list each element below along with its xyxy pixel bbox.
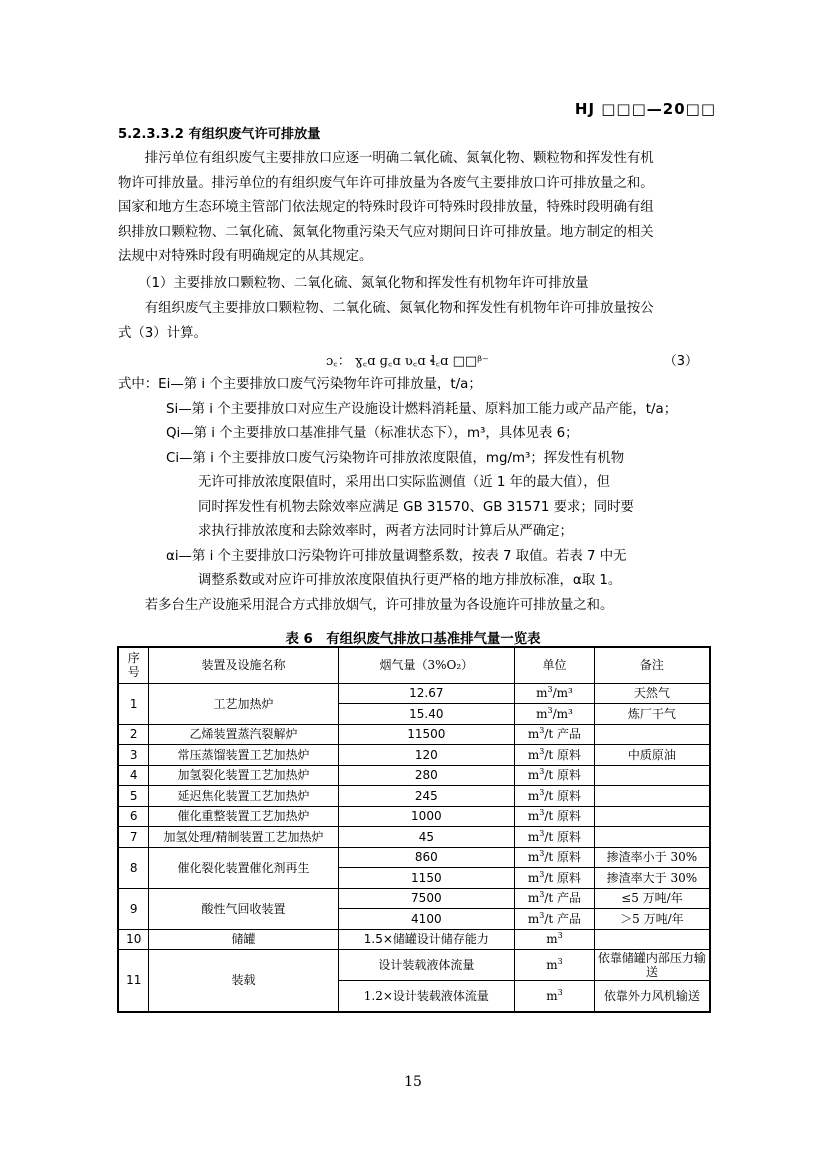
def-e: Ei—第 i 个主要排放口废气污染物年许可排放量，t/a； <box>158 377 482 392</box>
cell-volume: 45 <box>338 827 514 848</box>
cell-unit: $m^3/t$ 原料 <box>515 806 595 827</box>
definitions <box>118 373 718 618</box>
cell-volume: 1000 <box>338 806 514 827</box>
table-row <box>118 929 710 950</box>
cell-volume: 11500 <box>338 724 514 745</box>
header-cell: 装置及设施名称 <box>149 647 338 683</box>
table-row <box>118 724 710 745</box>
cell-unit: $m^3/t$ 原料 <box>515 868 595 889</box>
cell-name: 乙烯装置蒸汽裂解炉 <box>149 724 338 745</box>
cell-name: 酸性气回收装置 <box>149 888 338 929</box>
def-c3: 同时挥发性有机物去除效率应满足 GB 31570、GB 31571 要求；同时要 <box>198 499 634 515</box>
table-row <box>118 683 710 704</box>
def-c2: 无许可排放浓度限值时，采用出口实际监测值（近 1 年的最大值），但 <box>198 475 611 490</box>
cell-no: 3 <box>118 745 149 766</box>
def-intro: 式中： <box>118 377 159 392</box>
cell-note <box>594 827 710 848</box>
cell-volume: 280 <box>338 765 514 786</box>
paragraph-line: 物许可排放量。排污单位的有组织废气年许可排放量为各废气主要排放口许可排放量之和。 <box>118 175 654 191</box>
cell-name: 加氢裂化装置工艺加热炉 <box>149 765 338 786</box>
document-header: HJ □□□—20□□ <box>574 100 716 118</box>
header-cell: 烟气量（3%O₂） <box>338 647 514 683</box>
cell-unit: $m^3$ <box>515 950 595 981</box>
cell-name: 工艺加热炉 <box>149 683 338 724</box>
table-row <box>118 786 710 807</box>
cell-name: 加氢处理/精制装置工艺加热炉 <box>149 827 338 848</box>
paragraph-line: 式（3）计算。 <box>118 325 207 341</box>
paragraph-line: 有组织废气主要排放口颗粒物、二氧化硫、氮氧化物和挥发性有机物年许可排放量按公 <box>118 301 654 316</box>
cell-no: 10 <box>118 929 149 950</box>
cell-note <box>594 929 710 950</box>
cell-volume: 120 <box>338 745 514 766</box>
formula-number: （3） <box>663 354 698 369</box>
cell-volume: 1150 <box>338 868 514 889</box>
cell-note: 掺渣率大于 30% <box>594 868 710 889</box>
def-a1: αi—第 i 个主要排放口污染物许可排放量调整系数，按表 7 取值。若表 7 中无 <box>166 548 627 564</box>
cell-no: 11 <box>118 950 149 1012</box>
cell-name: 常压蒸馏装置工艺加热炉 <box>149 745 338 766</box>
cell-note: 天然气 <box>594 683 710 704</box>
cell-unit: $m^3/t$ 原料 <box>515 847 595 868</box>
paragraph-line: 织排放口颗粒物、二氧化硫、氮氧化物重污染天气应对期间日许可排放量。地方制定的相关 <box>118 224 654 240</box>
cell-volume: 7500 <box>338 888 514 909</box>
table-row <box>118 745 710 766</box>
cell-unit: $m^3$ <box>515 929 595 950</box>
cell-unit: $m^3/t$ 产品 <box>515 888 595 909</box>
cell-volume: 15.40 <box>338 704 514 725</box>
cell-note: 炼厂干气 <box>594 704 710 725</box>
cell-volume: 245 <box>338 786 514 807</box>
header-cell: 单位 <box>515 647 595 683</box>
cell-unit: $m^3$ <box>515 981 595 1012</box>
cell-no: 5 <box>118 786 149 807</box>
item-title-text: （1）主要排放口颗粒物、二氧化硫、氮氧化物和挥发性有机物年许可排放量 <box>118 276 589 291</box>
cell-note <box>594 765 710 786</box>
formula-row <box>118 350 712 372</box>
cell-note: 掺渣率小于 30% <box>594 847 710 868</box>
cell-unit: $m^3/t$ 原料 <box>515 745 595 766</box>
cell-unit: $m^3/t$ 产品 <box>515 909 595 930</box>
cell-unit: $m^3/t$ 原料 <box>515 786 595 807</box>
def-a2: 调整系数或对应许可排放浓度限值执行更严格的地方排放标准，α取 1。 <box>198 573 622 588</box>
exhaust-volume-table <box>117 646 711 1013</box>
table-row <box>118 765 710 786</box>
cell-note: ＞5 万吨/年 <box>594 909 710 930</box>
table-row <box>118 827 710 848</box>
cell-name: 储罐 <box>149 929 338 950</box>
def-c1: Ci—第 i 个主要排放口废气污染物许可排放浓度限值，mg/m³；挥发性有机物 <box>166 450 625 466</box>
cell-no: 6 <box>118 806 149 827</box>
page-number: 15 <box>404 1074 422 1090</box>
cell-volume: 4100 <box>338 909 514 930</box>
paragraph-line: 法规中对特殊时段有明确规定的从其规定。 <box>118 249 373 264</box>
def-q: Qi—第 i 个主要排放口基准排气量（标准状态下），m³，具体见表 6； <box>166 426 579 441</box>
cell-note <box>594 724 710 745</box>
paragraph-1 <box>118 147 712 270</box>
table-row <box>118 950 710 981</box>
table-header-row <box>118 647 710 683</box>
cell-volume: 设计装载液体流量 <box>338 950 514 981</box>
cell-volume: 860 <box>338 847 514 868</box>
cell-note: 中质原油 <box>594 745 710 766</box>
paragraph-line: 国家和地方生态环境主管部门依法规定的特殊时段许可特殊时段排放量，特殊时段明确有组 <box>118 200 654 215</box>
item-1-title <box>118 272 712 297</box>
cell-unit: $m^3/m^3$ <box>515 683 595 704</box>
cell-unit: $m^3/t$ 原料 <box>515 765 595 786</box>
paragraph-line: 排污单位有组织废气主要排放口应逐一明确二氧化硫、氮氧化物、颗粒物和挥发性有机 <box>118 151 654 166</box>
def-c4: 求执行排放浓度和去除效率时，两者方法同时计算后从严确定； <box>198 524 573 539</box>
cell-no: 9 <box>118 888 149 929</box>
paragraph-2 <box>118 297 712 346</box>
table-body <box>118 647 710 1012</box>
cell-note: 依靠外力风机输送 <box>594 981 710 1012</box>
table-caption: 表 6 有组织废气排放口基准排气量一览表 <box>285 632 541 647</box>
cell-volume: 1.5×储罐设计储存能力 <box>338 929 514 950</box>
cell-name: 催化裂化装置催化剂再生 <box>149 847 338 888</box>
cell-name: 装载 <box>149 950 338 1012</box>
cell-no: 4 <box>118 765 149 786</box>
formula: ɔ꜀： ɣ꜀ɑ ɡ꜀ɑ ʋ꜀ɑ ɬ꜀ɑ □□ᵝ⁻ <box>326 354 489 369</box>
section-title: 5.2.3.3.2 有组织废气许可排放量 <box>118 127 321 142</box>
header-cell: 序号 <box>118 647 149 683</box>
table-row <box>118 888 710 909</box>
cell-unit: $m^3/m^3$ <box>515 704 595 725</box>
cell-name: 催化重整装置工艺加热炉 <box>149 806 338 827</box>
def-intro-e <box>118 373 718 398</box>
def-s: Si—第 i 个主要排放口对应生产设施设计燃料消耗量、原料加工能力或产品产能，t/a； <box>166 401 678 417</box>
cell-note: 依靠储罐内部压力输送 <box>594 950 710 981</box>
cell-note: ≤5 万吨/年 <box>594 888 710 909</box>
cell-unit: $m^3/t$ 产品 <box>515 724 595 745</box>
cell-note <box>594 786 710 807</box>
cell-no: 1 <box>118 683 149 724</box>
table-row <box>118 806 710 827</box>
table-row <box>118 847 710 868</box>
cell-no: 8 <box>118 847 149 888</box>
cell-no: 7 <box>118 827 149 848</box>
paragraph-3: 若多台生产设施采用混合方式排放烟气，许可排放量为各设施许可排放量之和。 <box>118 597 614 613</box>
cell-no: 2 <box>118 724 149 745</box>
header-cell: 备注 <box>594 647 710 683</box>
cell-unit: $m^3/t$ 原料 <box>515 827 595 848</box>
cell-name: 延迟焦化装置工艺加热炉 <box>149 786 338 807</box>
cell-note <box>594 806 710 827</box>
cell-volume: 12.67 <box>338 683 514 704</box>
cell-volume: 1.2×设计装载液体流量 <box>338 981 514 1012</box>
